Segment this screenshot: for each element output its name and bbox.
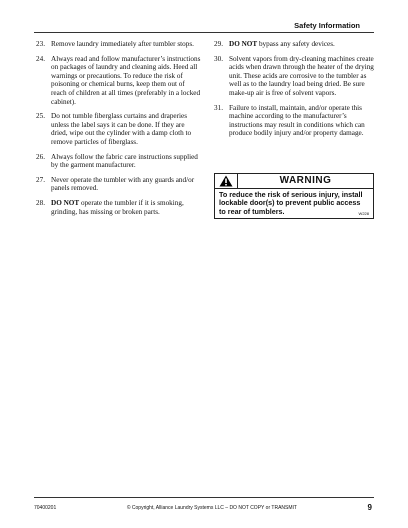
list-item: [36, 55, 202, 107]
item-emphasis: DO NOT: [229, 40, 258, 48]
warning-code: W228: [358, 211, 369, 216]
right-column: [214, 40, 374, 144]
item-number: 28.: [36, 198, 45, 207]
list-item: [214, 104, 374, 138]
item-number: 25.: [36, 112, 45, 121]
footer-rule: [34, 497, 374, 498]
item-text: Remove laundry immediately after tumbler stops.: [51, 40, 194, 48]
item-number: 23.: [36, 40, 45, 48]
item-number: 26.: [36, 152, 45, 161]
left-column: [36, 40, 202, 222]
item-text: Do not tumble fiberglass curtains and draperies unless the label says it can be done. If they are dried, wipe out the cylinder with a damp cloth to remove particles of fiberglass.: [51, 112, 192, 146]
list-item: [36, 40, 202, 49]
warning-header: [215, 174, 373, 189]
footer: [34, 503, 372, 512]
item-number: 30.: [214, 54, 223, 63]
warning-text: To reduce the risk of serious injury, install lockable door(s) to prevent public access to rear of tumblers.: [219, 190, 363, 216]
list-item: [36, 199, 202, 216]
list-item: [214, 55, 374, 98]
item-body: bypass any safety devices.: [257, 40, 335, 48]
item-text: Solvent vapors from dry-cleaning machines create acids when drawn through the heater of the drying unit. These acids are corrosive to the tumbler as well as to the laundry load being dried. Be sure make-up air is free of solvent vapors.: [229, 54, 374, 97]
warning-triangle-icon: [215, 174, 238, 188]
item-text: [229, 40, 374, 49]
header-rule: [34, 32, 374, 33]
item-text: Never operate the tumbler with any guards and/or panels removed.: [51, 175, 195, 193]
item-text: Always read and follow manufacturer’s instructions on packages of laundry and cleaning aids. Heed all warnings or precautions. To reduce the risk of poisoning or chemical burns, keep them out of reach of children at all times (preferably in a locked cabinet).: [51, 54, 201, 106]
section-header: Safety Information: [294, 21, 360, 30]
item-text: [51, 199, 202, 216]
item-text: Failure to install, maintain, and/or operate this machine according to the manufacturer’s instructions may result in conditions which can produce bodily injury and/or property damage.: [229, 103, 365, 138]
warning-title: WARNING: [238, 174, 373, 188]
item-number: 31.: [214, 103, 223, 112]
list-item: [36, 153, 202, 170]
list-item: [36, 176, 202, 193]
item-number: 29.: [214, 40, 223, 48]
item-number: 24.: [36, 54, 45, 63]
copyright-notice: © Copyright, Alliance Laundry Systems LLC – DO NOT COPY or TRANSMIT: [126, 504, 297, 511]
list-item: [36, 112, 202, 146]
page-number: 9: [367, 503, 372, 512]
warning-box: [214, 173, 374, 219]
item-body: operate the tumbler if it is smoking, grinding, has missing or broken parts.: [51, 198, 184, 216]
list-item: [214, 40, 374, 49]
doc-number: 70400201: [34, 504, 57, 511]
item-text: Always follow the fabric care instructions supplied by the garment manufacturer.: [51, 152, 198, 170]
item-emphasis: DO NOT: [51, 198, 80, 207]
item-number: 27.: [36, 175, 45, 184]
